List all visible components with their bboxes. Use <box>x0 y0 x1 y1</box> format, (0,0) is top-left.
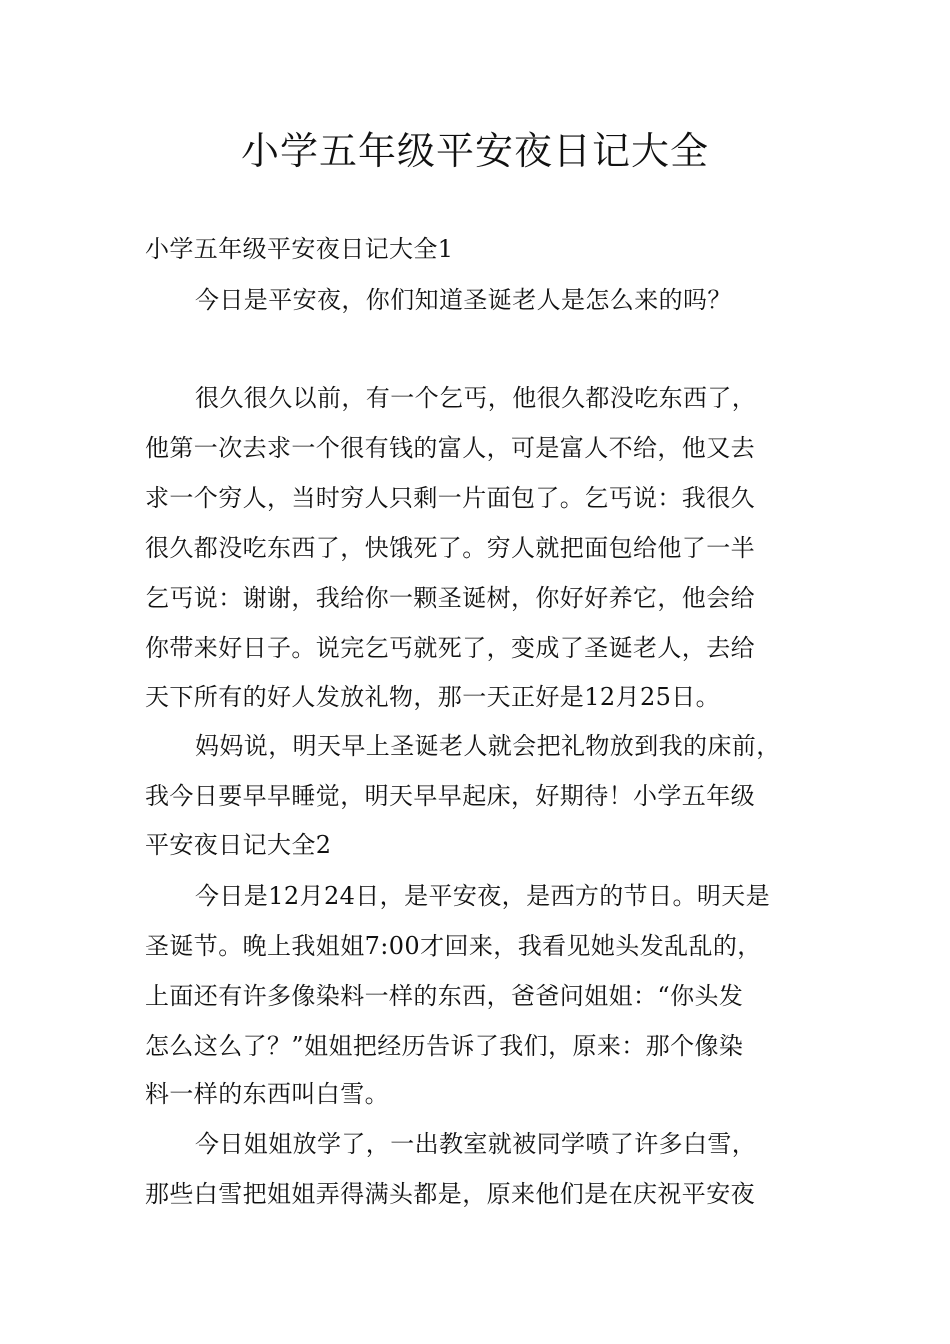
paragraph-line: 今日是平安夜，你们知道圣诞老人是怎么来的吗？ <box>195 286 732 314</box>
paragraph-line: 上面还有许多像染料一样的东西，爸爸问姐姐：“你头发 <box>145 982 744 1010</box>
paragraph-line: 圣诞节。晚上我姐姐7:00才回来，我看见她头发乱乱的， <box>145 932 762 960</box>
paragraph-line: 今日姐姐放学了，一出教室就被同学喷了许多白雪， <box>195 1130 757 1158</box>
paragraph-line: 怎么这么了？”姐姐把经历告诉了我们，原来：那个像染 <box>145 1032 744 1060</box>
paragraph-line: 很久很久以前，有一个乞丐，他很久都没吃东西了， <box>195 384 757 412</box>
paragraph-line: 妈妈说，明天早上圣诞老人就会把礼物放到我的床前， <box>195 732 781 760</box>
paragraph-line: 乞丐说：谢谢，我给你一颗圣诞树，你好好养它，他会给 <box>145 584 755 612</box>
document-title: 小学五年级平安夜日记大全 <box>240 129 709 173</box>
paragraph-line: 很久都没吃东西了，快饿死了。穷人就把面包给他了一半 <box>145 534 755 562</box>
paragraph-line: 你带来好日子。说完乞丐就死了，变成了圣诞老人，去给 <box>145 634 755 662</box>
section-heading-2: 平安夜日记大全2 <box>145 831 332 859</box>
paragraph-line: 求一个穷人，当时穷人只剩一片面包了。乞丐说：我很久 <box>145 484 755 512</box>
paragraph-line: 我今日要早早睡觉，明天早早起床，好期待！小学五年级 <box>145 782 755 810</box>
paragraph-line: 今日是12月24日，是平安夜，是西方的节日。明天是 <box>195 882 771 910</box>
paragraph-line: 他第一次去求一个很有钱的富人，可是富人不给，他又去 <box>145 434 755 462</box>
paragraph-line: 天下所有的好人发放礼物，那一天正好是12月25日。 <box>145 683 721 711</box>
section-heading-1: 小学五年级平安夜日记大全1 <box>145 235 454 263</box>
paragraph-line: 料一样的东西叫白雪。 <box>145 1080 389 1108</box>
paragraph-line: 那些白雪把姐姐弄得满头都是，原来他们是在庆祝平安夜 <box>145 1180 755 1208</box>
